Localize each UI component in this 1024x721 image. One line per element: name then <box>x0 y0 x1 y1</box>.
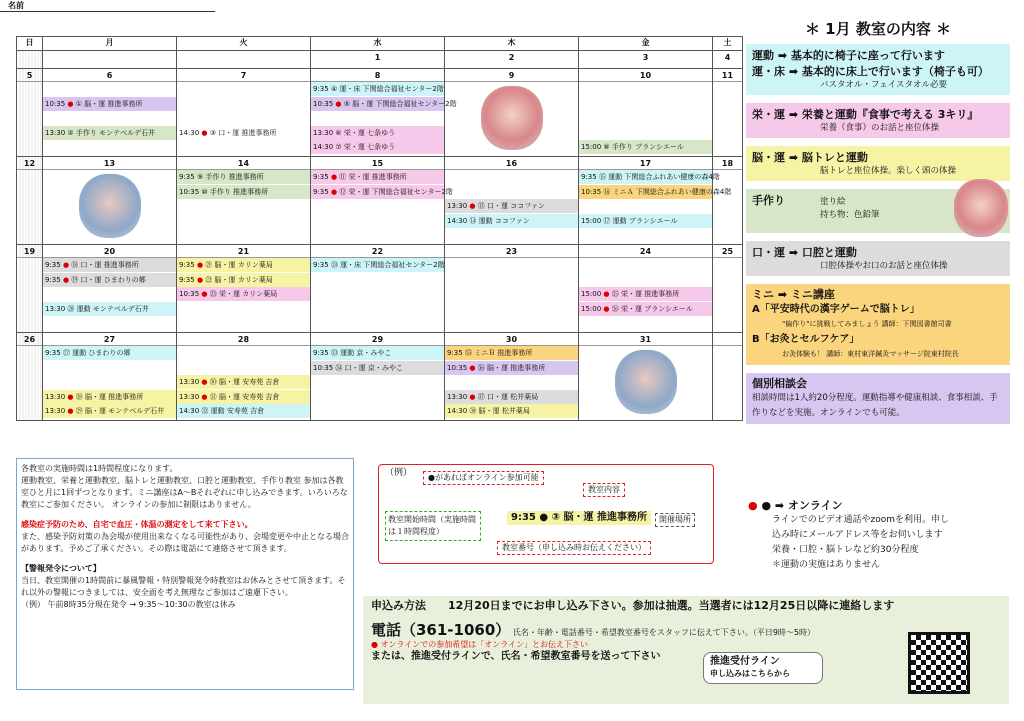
legend-mini-title: ミニ ➡ ミニ講座 <box>752 288 835 301</box>
calendar-day <box>713 69 743 157</box>
class-entry: 9:35 ㉟ ミニＢ 推進事務所 <box>445 346 578 360</box>
day-number <box>713 333 742 346</box>
day-number: 22 <box>311 245 444 258</box>
example-online-note: ●があればオンライン参加可能 <box>423 471 544 485</box>
day-number: 24 <box>579 245 712 258</box>
day-events <box>43 346 176 420</box>
class-entry: 9:35 ● ⑱ 口・運 推進事務所 <box>43 258 176 272</box>
weekday-header: 木 <box>445 37 579 51</box>
day-number: 28 <box>177 333 310 346</box>
legend-eiyo <box>746 103 1010 138</box>
application-box <box>363 596 1009 704</box>
class-entry: 13:30 ● ⑬ 口・運 ココファン <box>445 199 578 213</box>
class-entry: 9:35 ● ㉑ 脳・運 カリン薬局 <box>177 258 310 272</box>
day-number: 19 <box>17 245 42 258</box>
legend-eiyo-desc: 栄養（食事）のお話と座位体操 <box>820 123 940 133</box>
online-line1: ラインでのビデオ通話やzoomを利用。申し <box>772 515 950 525</box>
day-number: 17 <box>579 157 712 170</box>
calendar-day <box>17 245 43 333</box>
class-entry: 9:35 ● ⑲ 口・運 ひまわりの郷 <box>43 273 176 287</box>
day-number: 12 <box>17 157 42 170</box>
calendar-day <box>177 157 311 245</box>
weekday-header: 火 <box>177 37 311 51</box>
calendar-week <box>17 333 743 421</box>
class-entry: 9:35 ● ⑫ 栄・運 下関総合福祉センター2階 <box>311 185 444 199</box>
apply-line-note: または、推進受付ラインで、氏名・希望教室番号を送って下さい <box>371 651 661 662</box>
legend-no-desc: 脳トレと座位体操。楽しく頭の体操 <box>820 166 957 176</box>
page-title: ＊ 1月 教室の内容 ＊ <box>804 20 952 38</box>
day-events <box>445 258 578 332</box>
legend-koku-title: 口・運 ➡ 口腔と運動 <box>752 246 857 259</box>
class-entry: 13:30 ● ㉚ 脳・運 安寿苑 吉倉 <box>177 375 310 389</box>
weekday-header: 水 <box>311 37 445 51</box>
class-entry: 14:30 ● ③ 口・運 推進事務所 <box>179 128 277 137</box>
calendar-day <box>713 333 743 421</box>
class-entry: 9:35 ㉔ 運・床 下関総合福祉センター2階 <box>311 258 444 272</box>
legend-no-title: 脳・運 ➡ 脳トレと運動 <box>752 151 868 164</box>
day-events <box>311 82 457 156</box>
day-events <box>579 170 732 244</box>
calendar-day <box>311 245 445 333</box>
calendar-day <box>713 245 743 333</box>
notes-warning-example: （例） 午前8時35分現在発令 → 9:35～10:30の教室は休み <box>21 600 236 609</box>
day-number: 10 <box>579 69 712 82</box>
class-entry: 9:35 ● ⑪ 栄・運 推進事務所 <box>311 170 444 184</box>
legend-no <box>746 146 1010 181</box>
calendar-day <box>311 333 445 421</box>
calendar-day <box>713 51 743 69</box>
example-content-note: 教室内容 <box>583 483 625 497</box>
day-events <box>311 346 444 420</box>
class-entry: 9:35 ㉝ 運動 京・みやこ <box>311 346 444 360</box>
day-events <box>445 82 578 156</box>
class-entry: 13:30 ● ㊲ 口・運 松井薬局 <box>445 390 578 404</box>
calendar-day <box>177 51 311 69</box>
day-number: 20 <box>43 245 176 258</box>
day-number: 9 <box>445 69 578 82</box>
day-number: 26 <box>17 333 42 346</box>
calendar-day <box>311 51 445 69</box>
calendar-day <box>177 245 311 333</box>
day-events <box>311 258 444 332</box>
day-number: 29 <box>311 333 444 346</box>
day-events <box>445 346 578 420</box>
class-entry: 9:35 ⑨ 手作り 推進事務所 <box>177 170 310 184</box>
legend-undo-title: 運動 ➡ 基本的に椅子に座って行います <box>752 49 945 62</box>
weekday-header: 土 <box>713 37 743 51</box>
online-title: ● ➡ オンライン <box>761 499 843 512</box>
calendar-day <box>177 69 311 157</box>
calendar-day <box>43 51 177 69</box>
legend-tedukuri-title: 手作り <box>752 194 785 207</box>
calendar-day <box>43 245 177 333</box>
legend-soudan-desc: 相談時間は1人約20分程度。運動指導や健康相談、食事相談、手作りなどを実施。オンラインでも可能。 <box>752 393 998 418</box>
notes-box <box>16 458 354 690</box>
class-entry: 13:30 ● ㉛ 脳・運 安寿苑 吉倉 <box>177 390 310 404</box>
day-events <box>311 170 453 244</box>
class-entry: 10:35 ● ① 脳・運 推進事務所 <box>43 97 176 111</box>
calendar-day <box>17 157 43 245</box>
day-events <box>177 170 310 244</box>
notes-warning-desc: 当日、教室開催の1時間前に暴風警報・特別警報発令時教室はお休みとさせて頂きます。それ以外の警報につきましては、安全面を考え無理なご参加はご遠慮下さい。 <box>21 576 346 597</box>
line-signup-sub: 申し込みはこちらから <box>710 669 790 678</box>
calendar-day <box>43 69 177 157</box>
notes-participation: 運動教室、栄養と運動教室、脳トレと運動教室、口腔と運動教室、手作り教室 参加は各教室ひと月に1回ずつとなります。ミニ講座はA～Bそれぞれに申し込みできます。いろいろな教室にご参加ください。 オンラインの参加に制限はありません。 <box>21 476 348 509</box>
day-number <box>43 51 176 64</box>
line-signup-title: 推進受付ライン <box>710 656 780 667</box>
calendar-day <box>579 51 713 69</box>
day-number: 21 <box>177 245 310 258</box>
calendar-day <box>445 69 579 157</box>
name-field[interactable] <box>0 0 215 12</box>
apply-online-note: ● オンラインでの参加希望は「オンライン」とお伝え下さい <box>371 640 589 649</box>
day-number: 25 <box>713 245 742 258</box>
class-entry: 9:35 ⑮ 運動 下関総合ふれあい健康の森4階 <box>579 170 712 184</box>
legend-undo-floor: 運・床 ➡ 基本的に床上で行います（椅子も可） <box>752 65 989 78</box>
class-entry: 10:35 ● ㉓ 栄・運 カリン薬局 <box>177 287 310 301</box>
day-events <box>43 258 176 332</box>
class-entry: 13:30 ● ㉙ 脳・運 モンテベルデ石井 <box>43 404 176 418</box>
online-line2: 込み時にメールアドレス等をお伺いします <box>772 530 943 540</box>
calendar-day <box>43 157 177 245</box>
day-number: 7 <box>177 69 310 82</box>
online-line3: 栄養・口腔・脳トレなど約30分程度 <box>772 545 919 555</box>
calendar-week <box>17 51 743 69</box>
day-events <box>445 170 578 244</box>
day-events <box>177 82 310 156</box>
class-entry: 9:35 ④ 運・床 下関総合福祉センター2階 <box>311 82 444 96</box>
class-entry: 10:35 ● ⑤ 脳・運 下関総合福祉センター2階 <box>311 97 444 111</box>
class-entry: 13:30 ② 手作り モンテベルデ石井 <box>43 126 176 140</box>
day-number <box>177 51 310 64</box>
oni-mask-image <box>79 174 141 238</box>
legend-koku <box>746 241 1010 276</box>
day-number: 6 <box>43 69 176 82</box>
calendar-day <box>177 333 311 421</box>
day-events <box>579 346 712 420</box>
day-events <box>579 82 712 156</box>
example-number-note: 教室番号（申し込み時お伝えください） <box>497 541 651 555</box>
class-entry: 10:35 ㉞ 口・運 京・みやこ <box>311 361 444 375</box>
day-number <box>17 51 42 64</box>
notes-duration: 各教室の実施時間は1時間程度になります。 <box>21 464 178 473</box>
oni-mask-image <box>615 350 677 414</box>
class-entry: 14:30 ㉜ 運動 安寿苑 吉倉 <box>177 404 310 418</box>
class-entry: 10:35 ⑯ ミニＡ 下関総合ふれあい健康の森4階 <box>579 185 712 199</box>
legend-mini-b-desc: お灸体験も！ 講師：東村東洋鍼灸マッサージ院東村院長 <box>782 350 959 358</box>
class-entry: 10:35 ⑩ 手作り 推進事務所 <box>177 185 310 199</box>
example-label: （例） <box>385 468 413 478</box>
weekday-header: 月 <box>43 37 177 51</box>
calendar-day <box>579 333 713 421</box>
class-entry: 13:30 ⑥ 栄・運 七条ゆう <box>311 126 444 140</box>
day-number: 13 <box>43 157 176 170</box>
day-number: 1 <box>374 53 381 62</box>
day-number: 2 <box>508 53 515 62</box>
day-number: 31 <box>579 333 712 346</box>
legend-tedukuri <box>746 189 1010 233</box>
example-box <box>378 464 714 564</box>
class-entry: 15:00 ● ㉕ 栄・運 推進事務所 <box>579 287 712 301</box>
day-number: 14 <box>177 157 310 170</box>
example-sample-entry: 9:35 ● ③ 脳・運 推進事務所 <box>507 511 651 525</box>
legend-soudan <box>746 373 1010 424</box>
legend-panel <box>746 14 1010 432</box>
oni-mask-image <box>481 86 543 150</box>
day-number: 23 <box>445 245 578 258</box>
day-number: 4 <box>724 53 731 62</box>
calendar-week <box>17 157 743 245</box>
day-events <box>177 258 310 332</box>
name-label: 名前 <box>8 1 24 10</box>
day-events <box>177 346 310 420</box>
line-signup-button[interactable] <box>703 652 823 684</box>
calendar-day <box>311 157 453 245</box>
calendar-week <box>17 245 743 333</box>
day-number: 16 <box>445 157 578 170</box>
legend-mini-a-desc: "偏作り"に挑戦してみましょう 講師：下関図書館司書 <box>782 320 952 328</box>
online-info: ● ● ➡ オンライン ラインでのビデオ通話やzoomを利用。申し 込み時にメールアドレス等をお伺いします 栄養・口腔・脳トレなど約30分程度 ＊運動の実施はありません <box>748 498 1012 573</box>
class-entry: 13:30 ● ㉘ 脳・運 推進事務所 <box>43 390 176 404</box>
calendar-day <box>579 69 713 157</box>
notes-venue-change: また、感染予防対策の為会場が使用出来なくなる可能性があり、会場変更や中止となる場合があります。予めご了承ください。その際は電話にて連絡させて頂きます。 <box>21 532 349 553</box>
legend-undo-desc: バスタオル・フェイスタオル必要 <box>820 80 947 90</box>
calendar-day <box>17 69 43 157</box>
calendar-day <box>579 245 713 333</box>
day-events <box>43 82 176 156</box>
apply-phone-note: 氏名・年齢・電話番号・希望教室番号をスタッフに伝えて下さい。（平日9時～5時） <box>512 628 816 637</box>
class-entry: 9:35 ● ㉒ 脳・運 カリン薬局 <box>177 273 310 287</box>
calendar-day <box>445 157 579 245</box>
calendar-day <box>445 51 579 69</box>
day-number: 8 <box>311 69 444 82</box>
class-entry: 15:00 ⑧ 手作り ブランシエール <box>579 140 712 154</box>
calendar-day <box>445 245 579 333</box>
calendar <box>16 36 743 421</box>
calendar-day <box>43 333 177 421</box>
class-entry: 14:30 ㊳ 脳・運 松井薬局 <box>445 404 578 418</box>
day-number: 30 <box>445 333 578 346</box>
legend-soudan-title: 個別相談会 <box>752 377 807 390</box>
class-entry: 15:00 ⑰ 運動 ブランシエール <box>579 214 712 228</box>
calendar-day <box>311 69 457 157</box>
legend-tedukuri-items: 持ち物：色鉛筆 <box>820 210 880 220</box>
calendar-day <box>445 333 579 421</box>
day-number: 5 <box>17 69 42 82</box>
calendar-day <box>17 333 43 421</box>
weekday-header: 金 <box>579 37 713 51</box>
day-number: 15 <box>311 157 444 170</box>
calendar-week <box>17 69 743 157</box>
class-entry: 15:00 ● ㉖ 栄・運 ブランシエール <box>579 302 712 316</box>
day-number: 3 <box>642 53 649 62</box>
qr-code[interactable] <box>908 632 970 694</box>
legend-koku-desc: 口腔体操やお口のお話と座位体操 <box>820 261 948 271</box>
day-events <box>579 258 712 332</box>
class-entry: 9:35 ㉗ 運動 ひまわりの郷 <box>43 346 176 360</box>
day-number: 11 <box>713 69 742 82</box>
legend-mini <box>746 284 1010 365</box>
class-entry: 14:30 ⑦ 栄・運 七条ゆう <box>311 140 444 154</box>
legend-eiyo-title: 栄・運 ➡ 栄養と運動『食事で考える 3キリ』 <box>752 108 979 121</box>
notes-health-check: 感染症予防のため、自宅で血圧・体温の測定をして来て下さい。 <box>21 520 253 529</box>
oni-mask-image <box>954 179 1008 237</box>
calendar-day <box>713 157 743 245</box>
day-events <box>43 170 176 244</box>
class-entry: 13:30 ⑳ 運動 モンテベルデ石井 <box>43 302 176 316</box>
online-line4: ＊運動の実施はありません <box>772 560 881 570</box>
legend-mini-b: B「お灸とセルフケア」 <box>752 334 860 345</box>
apply-phone[interactable]: 電話（361-1060） <box>371 621 511 639</box>
legend-undo <box>746 44 1010 95</box>
class-entry: 10:35 ● ㊱ 脳・運 推進事務所 <box>445 361 578 375</box>
day-number: 18 <box>713 157 742 170</box>
class-entry: 14:30 ⑭ 運動 ココファン <box>445 214 578 228</box>
legend-tedukuri-desc: 塗り絵 <box>820 197 846 207</box>
apply-title: 申込み方法 12月20日までにお申し込み下さい。参加は抽選。当選者には12月25日以降に連絡します <box>371 599 895 612</box>
legend-mini-a: A「平安時代の漢字ゲームで脳トレ」 <box>752 304 920 315</box>
weekday-header: 日 <box>17 37 43 51</box>
notes-warning-title: 【警報発令について】 <box>21 564 101 573</box>
example-time-note: 教室開始時間（実施時間は１時間程度） <box>385 511 481 541</box>
example-place-note: 開催場所 <box>655 513 695 527</box>
calendar-day <box>17 51 43 69</box>
day-number: 27 <box>43 333 176 346</box>
